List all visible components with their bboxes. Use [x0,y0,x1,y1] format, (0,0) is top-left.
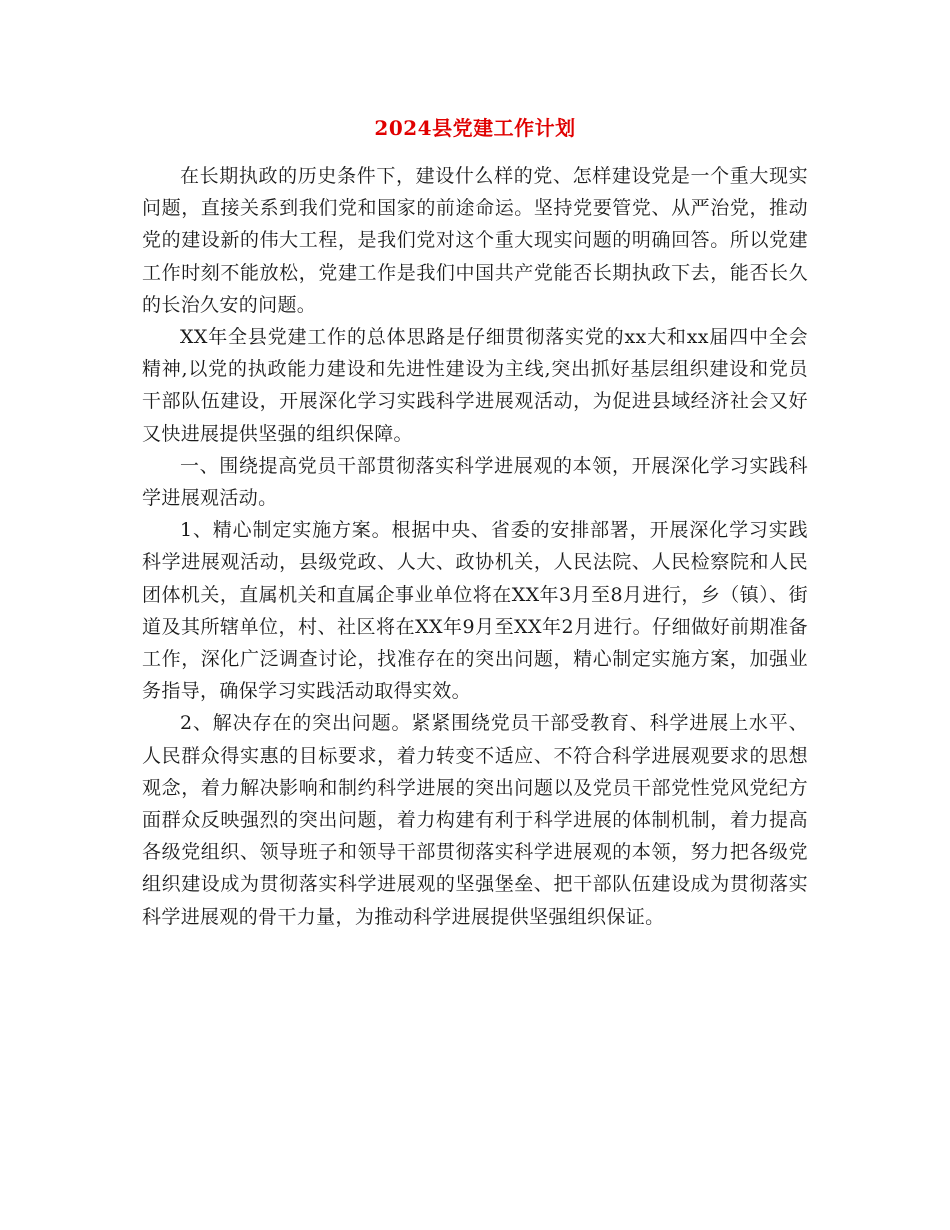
paragraph-item-one: 1、精心制定实施方案。根据中央、省委的安排部署，开展深化学习实践科学进展观活动，县级党政、人大、政协机关，人民法院、人民检察院和人民团体机关，直属机关和直属企事业单位将在XX年3月至8月进行，乡（镇）、街道及其所辖单位，村、社区将在XX年9月至XX年2月进行。仔细做好前期准备工作，深化广泛调查讨论，找准存在的突出问题，精心制定实施方案，加强业务指导，确保学习实践活动取得实效。 [142,519,808,703]
paragraph-section-one-heading: 一、围绕提高党员干部贯彻落实科学进展观的本领，开展深化学习实践科学进展观活动。 [142,454,808,510]
document-title: 2024县党建工作计划 [374,116,576,140]
document-page [142,112,808,933]
paragraph-item-two: 2、解决存在的突出问题。紧紧围绕党员干部受教育、科学进展上水平、人民群众得实惠的目标要求，着力转变不适应、不符合科学进展观要求的思想观念，着力解决影响和制约科学进展的突出问题以及党员干部党性党风党纪方面群众反映强烈的突出问题，着力构建有利于科学进展的体制机制，着力提高各级党组织、领导班子和领导干部贯彻落实科学进展观的本领，努力把各级党组织建设成为贯彻落实科学进展观的坚强堡垒、把干部队伍建设成为贯彻落实科学进展观的骨干力量，为推动科学进展提供坚强组织保证。 [142,712,808,928]
paragraph-overall-approach: XX年全县党建工作的总体思路是仔细贯彻落实党的xx大和xx届四中全会精神,以党的执政能力建设和先进性建设为主线,突出抓好基层组织建设和党员干部队伍建设，开展深化学习实践科学进展观活动，为促进县域经济社会又好又快进展提供坚强的组织保障。 [142,326,808,445]
paragraph-intro: 在长期执政的历史条件下，建设什么样的党、怎样建设党是一个重大现实问题，直接关系到我们党和国家的前途命运。坚持党要管党、从严治党，推动党的建设新的伟大工程，是我们党对这个重大现实问题的明确回答。所以党建工作时刻不能放松，党建工作是我们中国共产党能否长期执政下去，能否长久的长治久安的问题。 [142,165,808,316]
